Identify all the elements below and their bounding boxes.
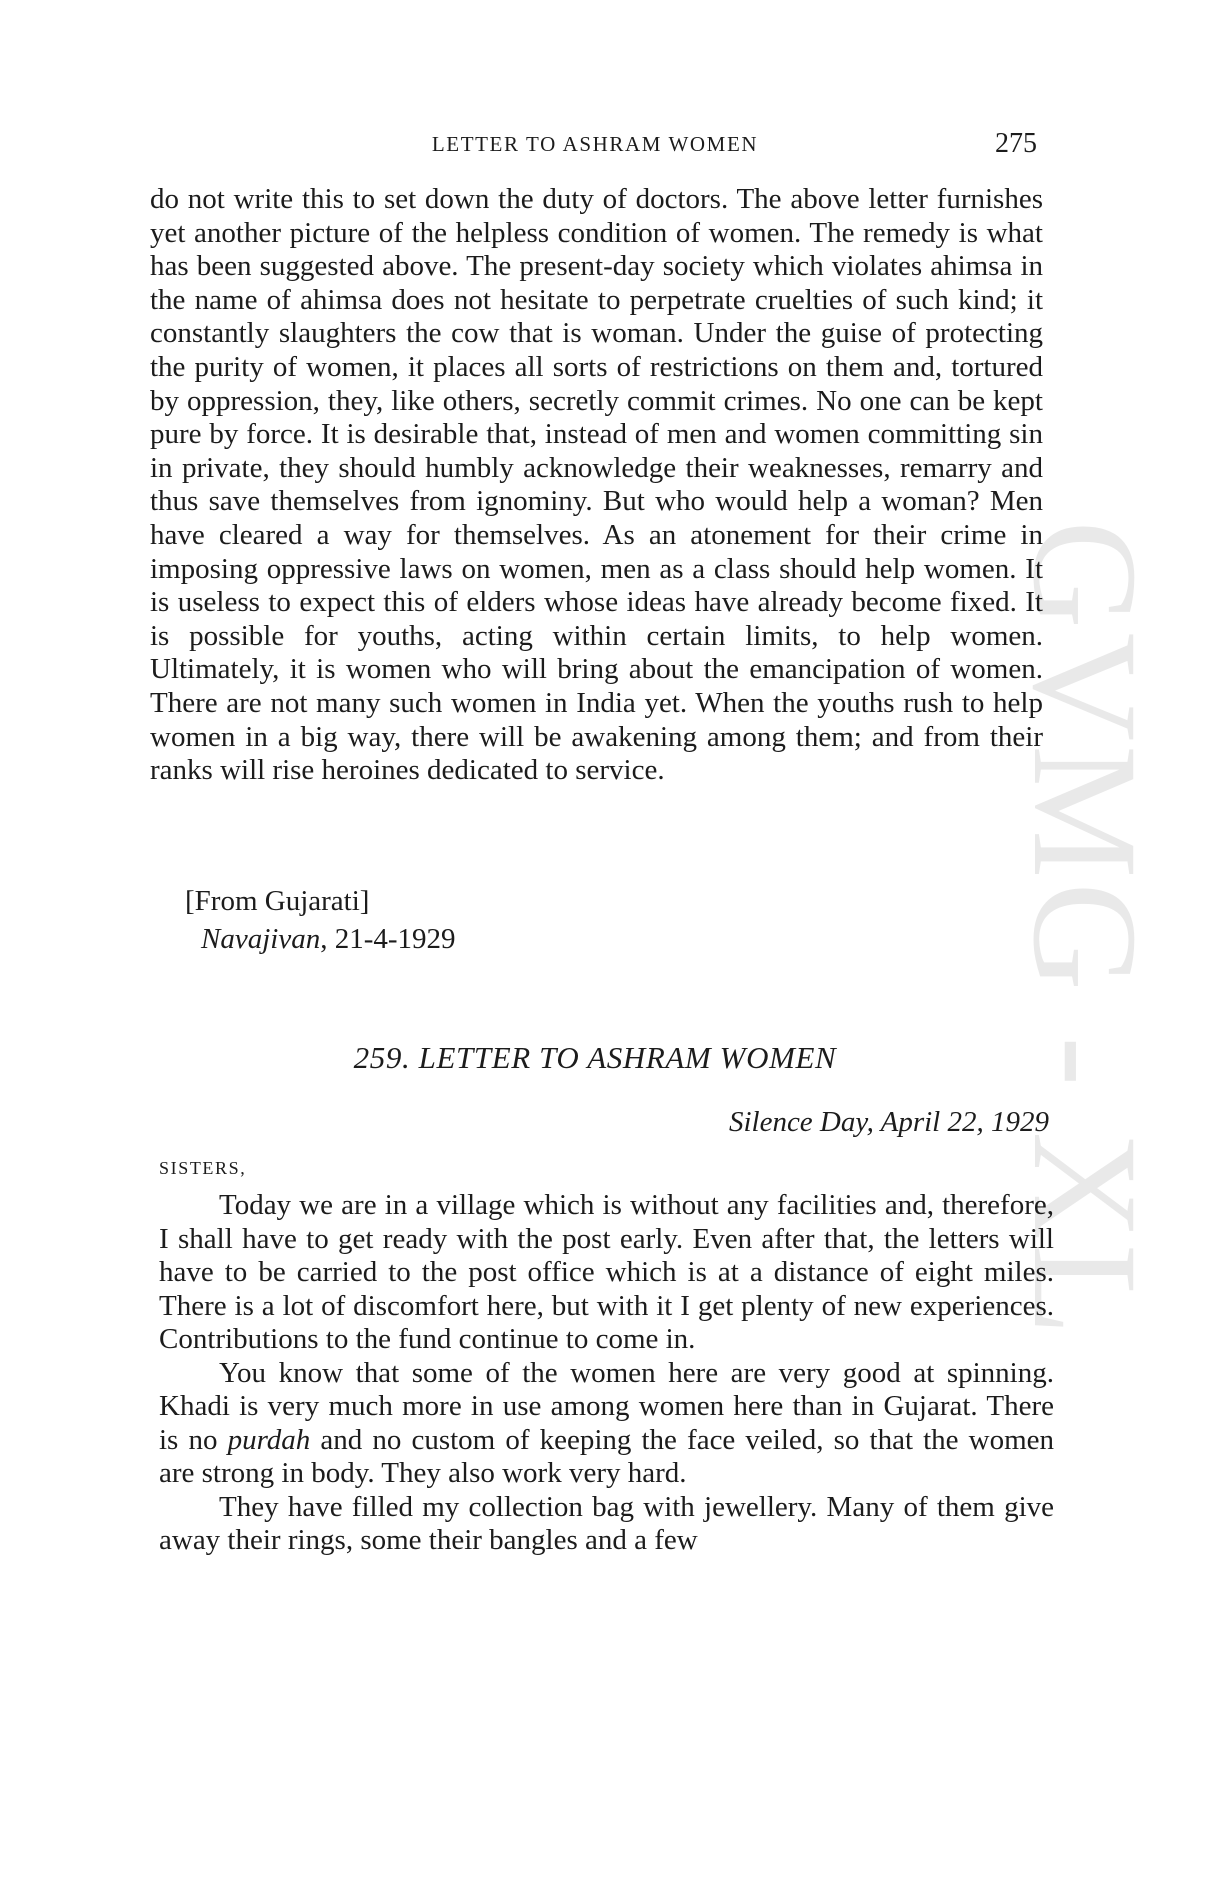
page-number: 275 bbox=[995, 128, 1037, 159]
citation bbox=[201, 923, 456, 956]
publication-date: , 21-4-1929 bbox=[320, 923, 456, 955]
letter-paragraph-1: Today we are in a village which is without any facilities and, therefore, I shall have to get ready with the post early. Even after that, the letters will have to be carried to the post office which is at a distance of eight miles. There is a lot of discomfort here, but with it I get plenty of new experiences. Contributions to the fund continue to come in. bbox=[159, 1189, 1054, 1355]
running-head: LETTER TO ASHRAM WOMEN bbox=[431, 132, 759, 156]
paragraph-2-start: You know that some of the women here are very good at spinning. Khadi is very much more in use among women here than in Gujarat. There is no bbox=[159, 1356, 1054, 1456]
letter-paragraph-2 bbox=[159, 1357, 1054, 1491]
publication-name: Navajivan bbox=[201, 923, 321, 955]
source-note: [From Gujarati] bbox=[185, 885, 370, 917]
continued-paragraph bbox=[150, 183, 1043, 788]
purdah-term: purdah bbox=[227, 1423, 311, 1456]
salutation: SISTERS, bbox=[159, 1158, 247, 1178]
item-heading: 259. LETTER TO ASHRAM WOMEN bbox=[353, 1040, 837, 1075]
letter-paragraph-3: They have filled my collection bag with jewellery. Many of them give away their rings, some their bangles and a few bbox=[159, 1490, 1054, 1556]
paragraph-text: do not write this to set down the duty of doctors. The above letter furnishes yet another picture of the helpless condition of women. The remedy is what has been suggested above. The present-day society which violates ahimsa in the name of ahimsa does not hesitate to perpetrate cruelties of such kind; it constantly slaughters the cow that is woman. Under the guise of protecting the purity of women, it places all sorts of restrictions on them and, tortured by oppression, they, like others, secretly commit crimes. No one can be kept pure by force. It is desirable that, instead of men and women committing sin in private, they should humbly acknowledge their weaknesses, remarry and thus save themselves from ignominy. But who would help a woman? Men have cleared a way for themselves. As an atonement for their crime in imposing oppressive laws on women, men as a class should help women. It is useless to expect this of elders whose ideas have already become fixed. It is possible for youths, acting within certain limits, to help women. Ultimately, it is women who will bring about the emancipation of women. There are not many such women in India yet. When the youths rush to help women in a big way, there will be awakening among them; and from their ranks will rise heroines dedicated to service. bbox=[150, 183, 1043, 787]
dateline: Silence Day, April 22, 1929 bbox=[728, 1106, 1049, 1138]
letter-body bbox=[159, 1189, 1054, 1558]
watermark-text: GVMG - XL bbox=[1002, 520, 1168, 1340]
paragraph-2-end: and no custom of keeping the face veiled, so that the women are strong in body. They also work very hard. bbox=[159, 1423, 1055, 1489]
